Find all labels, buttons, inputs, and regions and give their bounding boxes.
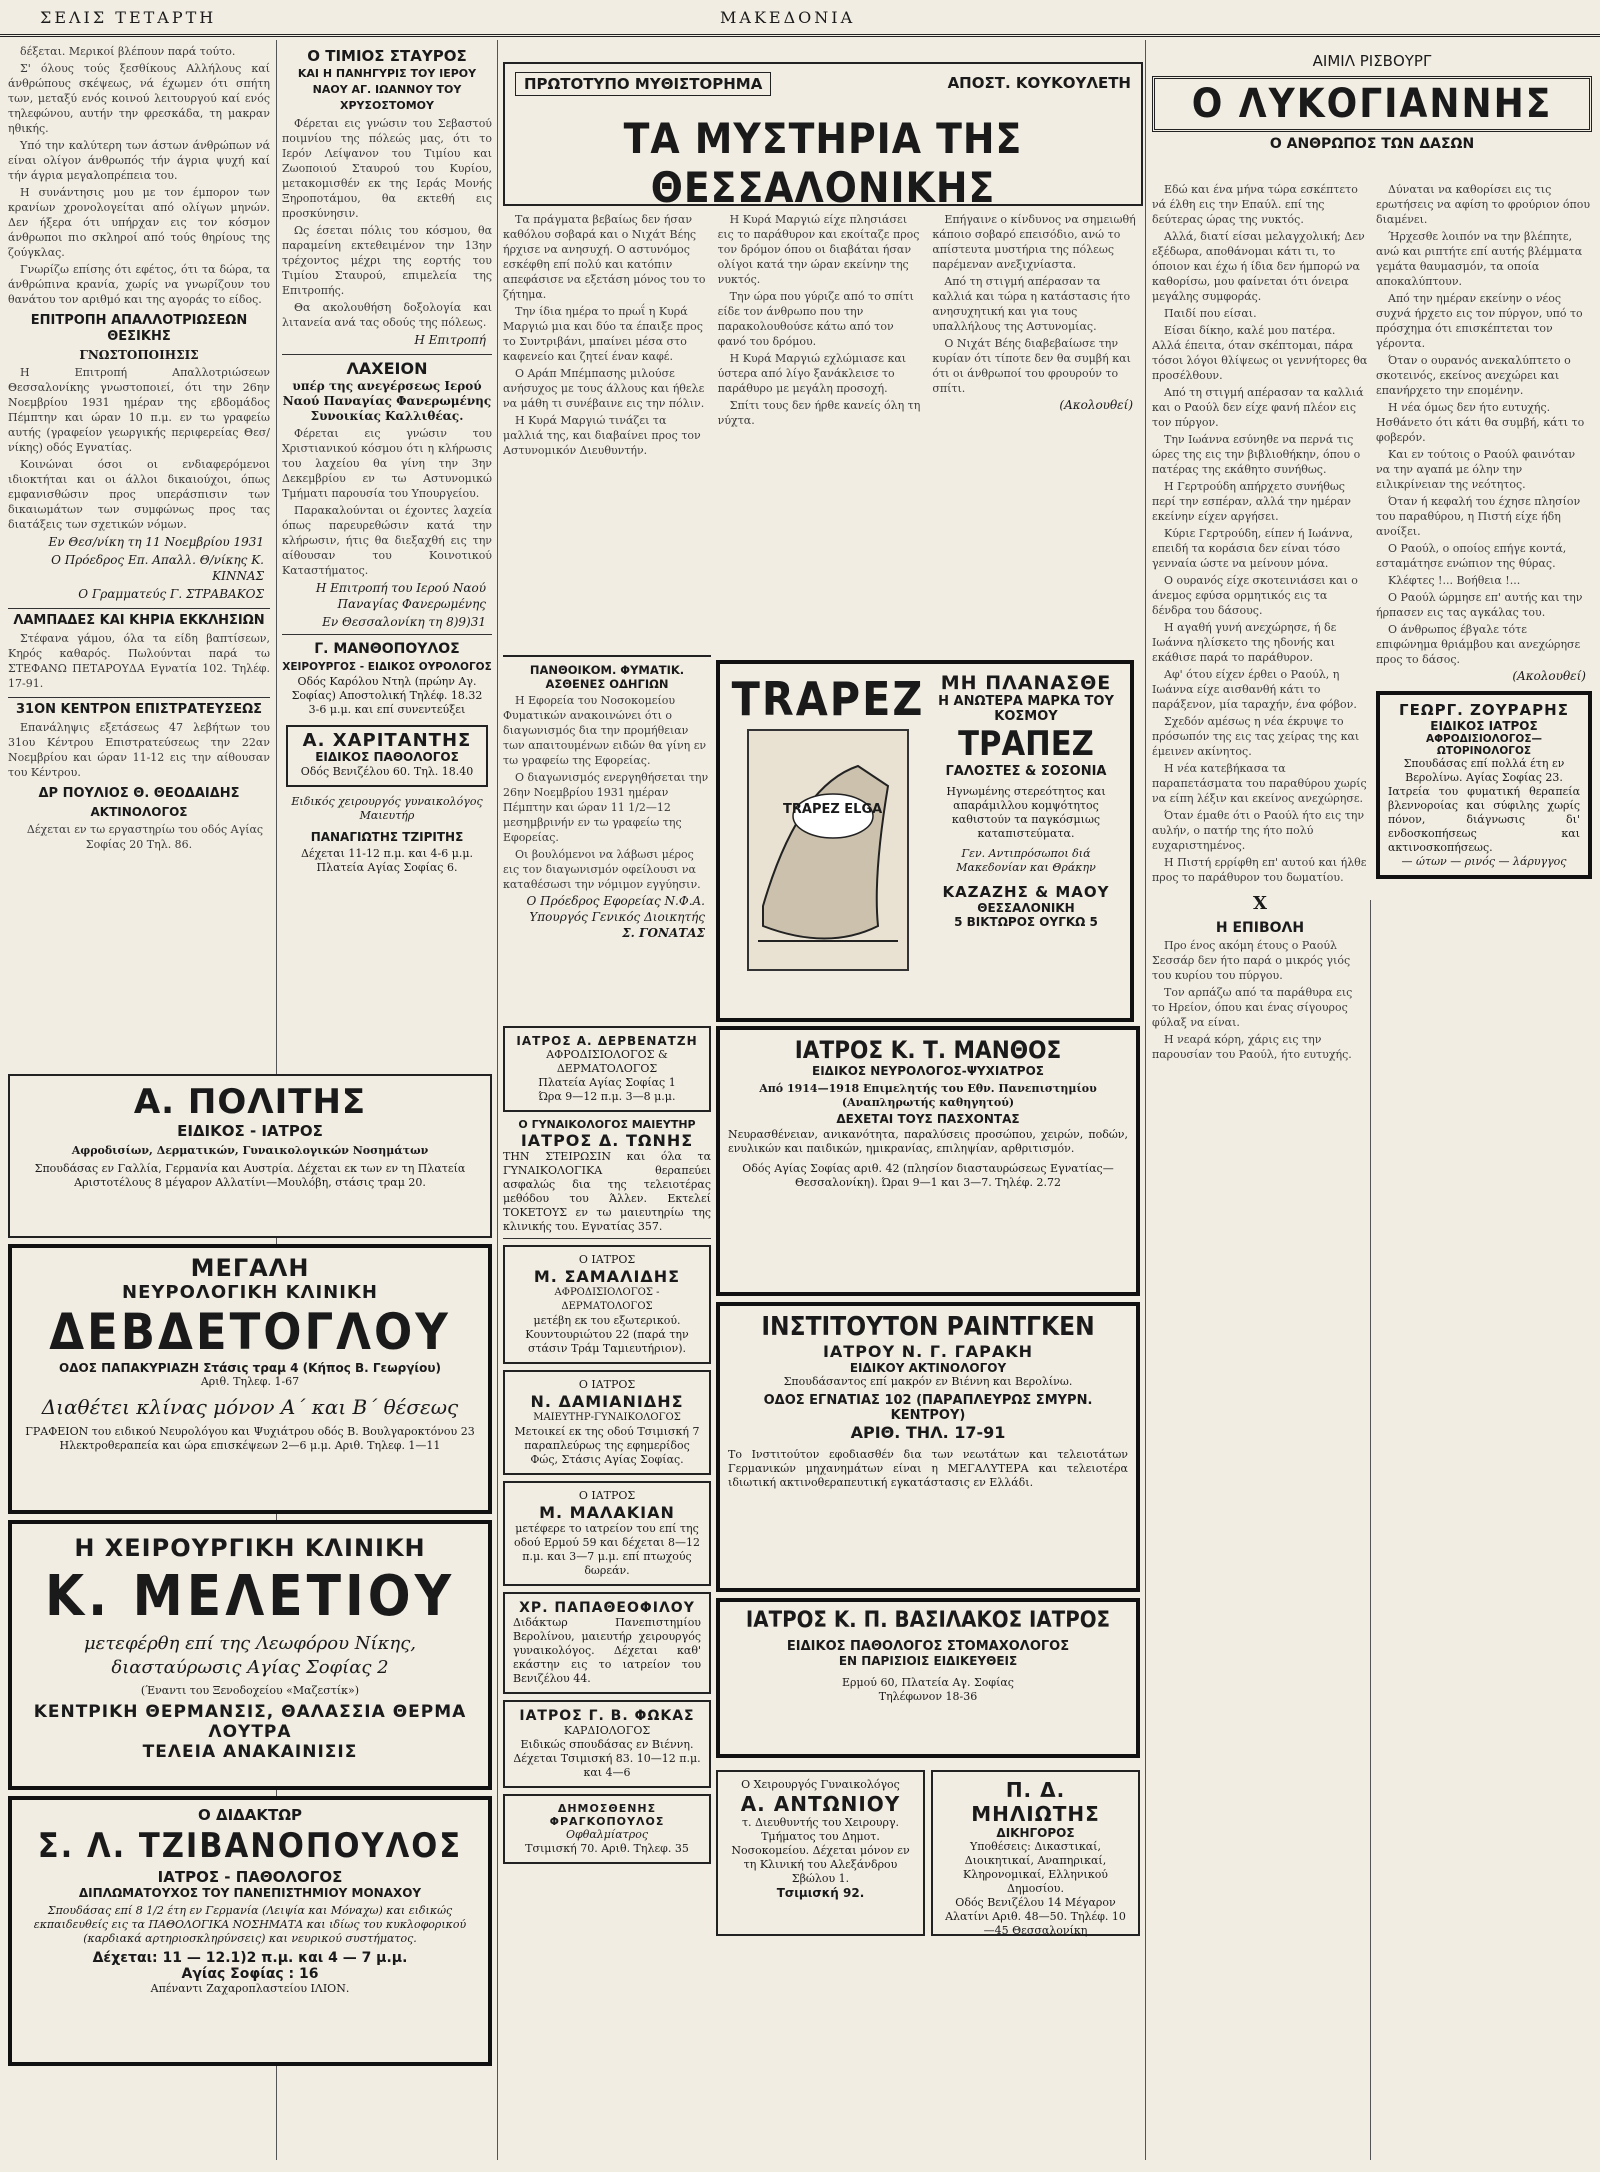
feature-col-3: Επήγαινε ο κίνδυνος να σημειωθή κάποιο σοβαρό επεισόδιο, ανώ το απίστευτα μυστήρια της πόλεως παρέμεναν ανεξιχνίαστα. Από τη στιγμή απέρασαν τα καλλιά και τώρα η κατάστασις ήτο ανησυχητική και για τους υπαλλήλους της Αστυνομίας. Ο Νιχάτ Βέης διαβεβαίωσε την κυρίαν ότι τίποτε δεν θα συμβή και ότι οι άνθρωποί του φρουρούν το σπίτι. (Ακολουθεί): [932, 210, 1139, 650]
mil-addr: Οδός Βενιζέλου 14 Μέγαρον Αλατίνι Αριθ. 48—50. Τηλέφ. 10—45 Θεσσαλονίκη: [945, 1896, 1126, 1937]
cross-subtitle: ΚΑΙ Η ΠΑΝΗΓΥΡΙΣ ΤΟΥ ΙΕΡΟΥ ΝΑΟΥ ΑΓ. ΙΩΑΝΝΟΥ ΤΟΥ ΧΡΥΣΟΣΤΟΜΟΥ: [297, 67, 477, 112]
lottery-title: ΛΑΧΕΙΟΝ: [282, 354, 492, 377]
ant-text: τ. Διευθυντής του Χειρουργ. Τμήματος του Δημοτ. Νοσοκομείου. Δέχεται μόνον εν τη Κλινική του Αλεξάνδρου Σβώλου 1.: [731, 1816, 910, 1885]
manthou-hours: 3-6 μ.μ. και επί συνεντεύξει: [308, 703, 466, 716]
samal-text: μετέβη εκ του εξωτερικού. Κουντουριώτου 22 (παρά την στάσιν Τράμ Ταμιευτήριον).: [525, 1314, 689, 1355]
derv-sub: ΑΦΡΟΔΙΣΙΟΛΟΓΟΣ & ΔΕΡΜΑΤΟΛΟΓΟΣ: [546, 1048, 668, 1075]
deve-hours: Ηλεκτροθεραπεία και ώρα επισκέψεων 2—6 μ.μ. Αριθ. Τηλεφ. 1—11: [59, 1439, 441, 1452]
novel-col-1: Εδώ και ένα μήνα τώρα εσκέπτετο νά έλθη εις την Επαύλ. επί της δεύτερας ώρας της νυκτός. Αλλά, διατί είσαι μελαγχολική; Δεν εξέδωρα, αποθάνομαι κάτι τι, το όποιον και έχω ή ίδια δεν ήμπορώ να καθορίσω, μου φαίνεται ότι όνειρα μεγάλης συμφοράς. Παιδί που είσαι. Είσαι δίκηο, καλέ μου πατέρα. Αλλά έπειτα, όταν σκέπτομαι, πάρα τόσοι λόγοι θλίψεως οι γεννήτορες θα προσέλθουν. Από τη στιγμή απέρασαν τα καλλιά και ο Ραούλ δεν είχε φανή πλέον εις τον πύργον. Την Ιωάννα εσύνηθε να περνά τις ώρες της εις την βιβλιοθήκην, όπου ο πατέρας της εκάθητο συνήθως. Η Γερτρούδη απήρχετο συνήθως περί την εσπέραν, αλλά την ημέραν εκείνην είχεν αργήσει. Κύριε Γερτρούδη, είπεν ή Ιωάννα, επειδή τα κοράσια δεν είναι τόσο γενναία ώστε να μείνουν μόνα. Ο ουρανός είχε σκοτεινιάσει και ο άνεμος εφύσα ορμητικός εις τα δένδρα του δάσους. Η αγαθή γυνή ανεχώρησε, ή δε Ιωάννα ηλίσκετο της ηδονής και εκάθισε παρά το παράθυρον. Αφ' ότου είχεν έρθει ο Ραούλ, η Ιωάννα είχε αισθανθή κάτι το παράξενον, μία ταραχήν, ένα φόβον. Σχεδόν αμέσως η νέα έκρυψε το πρόσωπόν της εις τας χείρας της και έμεινεν ακίνητος. Η νέα κατεβήκασα τα παραπετάσματα του παραθύρου χωρίς να είπη λέξιν και εκείνος ανεχώρησε. Όταν έμαθε ότι ο Ραούλ ήτο εις την αυλήν, ο πατήρ της ήτο πολύ ευχαριστημένος. Η Πιστή ερρίφθη επ' αυτού και ήλθε προς το παράθυρον του δωματίου. X Η ΕΠΙΒΟΛΗ Προ ένος ακόμη έτους ο Ραούλ Σεσσάρ δεν ήτο παρά ο μικρός γιός του κυρίου του πύργου. Τον αρπάζω από τα παράθυρα εις το Ηρείον, όπου και ένας σίγουρος φύλαξ να είναι. Η νεαρά κόρη, χάρις εις την παρουσίαν του Ραούλ, ήτο ευτυχής.: [1152, 183, 1368, 1061]
clinic-text: μετεφέρθη επί της Λεωφόρου Νίκης, διασταύρωσις Αγίας Σοφίας 2: [83, 1633, 417, 1678]
derv-title: ΙΑΤΡΟΣ Α. ΔΕΡΒΕΝΑΤΖΗ: [516, 1034, 698, 1048]
toni-top: Ο ΓΥΝΑΙΚΟΛΟΓΟΣ ΜΑΙΕΥΤΗΡ: [518, 1118, 696, 1131]
rad-text: Σπουδάσαντος επί μακρόν εν Βιέννη και Βερολίνω.: [783, 1375, 1073, 1388]
deve-sub: ΝΕΥΡΟΛΟΓΙΚΗ ΚΛΙΝΙΚΗ: [122, 1282, 378, 1303]
papatheofilou-ad: [503, 1592, 711, 1694]
sanatorium-text: Η Εφορεία του Νοσοκομείου Φυματικών ανακοινώνει ότι ο διαγωνισμός δια την προμήθειαν των απαιτουμένων ειδών θα γίνη εν τω γραφείω της Εφορείας.: [503, 694, 707, 767]
vas-title: ΙΑΤΡΟΣ Κ. Π. ΒΑΣΙΛΑΚΟΣ ΙΑΤΡΟΣ: [745, 1608, 1111, 1633]
rad-sub2: ΕΙΔΙΚΟΥ ΑΚΤΙΝΟΛΟΓΟΥ: [849, 1361, 1007, 1375]
manthos-line: Από 1914—1918 Επιμελητής του Εθν. Πανεπιστημίου (Αναπληρωτής καθηγητού): [759, 1082, 1097, 1109]
meletiou-ad: [8, 1520, 492, 1790]
toni-title: ΙΑΤΡΟΣ Δ. ΤΩΝΗΣ: [520, 1131, 694, 1150]
samalidis-ad: [503, 1245, 711, 1364]
sanatorium-minister: Υπουργός Γενικός Διοικητής: [529, 910, 705, 924]
novel-author: ΑΙΜΙΛ ΡΙΣΒΟΥΡΓ: [1312, 52, 1432, 70]
trapez-brand: ΤΡΑΠΕΖ: [958, 724, 1094, 764]
fokas-ad: [503, 1700, 711, 1788]
feature-author: ΑΠΟΣΤ. ΚΟΥΚΟΥΛΕΤΗ: [947, 74, 1131, 92]
deve-top: ΜΕΓΑΛΗ: [190, 1254, 310, 1282]
novel-col-2: Δύναται να καθορίσει εις τις ερωτήσεις να αφίση το φρούριον όπου διαμένει. Ήρχεσθε λοιπόν να την βλέπητε, ανώ και ριπτήτε επί αυτής βλέμματα γεμάτα θαυμασμόν, τα οποία αποκαλύπτουν. Από την ημέραν εκείνην ο νέος συχνά ήρχετο εις τον πύργον, υπό το πρόσχημα ότι επισκέπτεται τον γέροντα. Όταν ο ουρανός ανεκαλύπτετο ο σκοτεινός, εκείνος ανεχώρει και επανήρχετο την επομένην. Η νέα όμως δεν ήτο ευτυχής. Ησθάνετο ότι κάτι θα συμβή, κάτι το φοβερόν. Και εν τούτοις ο Ραούλ φαινόταν να την αγαπά με όλην την ειλικρίνειαν της νεότητος. Όταν ή κεφαλή του έχησε πλησίον του παραθύρου, η Πιστή είχε ήδη ανοίξει. Ο Ραούλ, ο οποίος επήγε κοντά, εσταμάτησε ενώπιον της θύρας. Κλέφτες !... Βοήθεια !... Ο Ραούλ ώρμησε επ' αυτής και την ήρπασεν εις τας αγκάλας του. Ο άνθρωπος έβγαλε τότε επιφώνημα θριάμβου και ανεχώρησε προς το δάσος. (Ακολουθεί) ΓΕΩΡΓ. ΖΟΥΡΑΡΗΣ ΕΙΔΙΚΟΣ ΙΑΤΡΟΣ ΑΦΡΟΔΙΣΙΟΛΟΓΟΣ—ΩΤΟΡΙΝΟΛΟΓΟΣ Σπουδάσας επί πολλά έτη εν Βερολίνω. Αγίας Σοφίας 23. Ιατρεία του φυματική θεραπεία βλεννοροίας και σύφιλης χωρίς πόνον, διάγνωσις δι' ενδοσκοπήσεως και ακτινοσκοπήσεως. — ώτων — ρινός — λάρυγγος: [1376, 180, 1592, 2164]
deve-address: ΟΔΟΣ ΠΑΠΑΚΥΡΙΑΖΗ Στάσις τραμ 4 (Κήπος Β. Γεωργίου): [59, 1361, 441, 1375]
politis-subtitle: ΕΙΔΙΚΟΣ - ΙΑΤΡΟΣ: [177, 1122, 323, 1140]
zour-title: ΓΕΩΡΓ. ΖΟΥΡΑΡΗΣ: [1399, 701, 1569, 719]
mal-title: Μ. ΜΑΛΑΚΙΑΝ: [539, 1503, 675, 1522]
trapez-illustration: [728, 672, 928, 1012]
novel-body-a: Εδώ και ένα μήνα τώρα εσκέπτετο νά έλθη εις την Επαύλ. επί της δεύτερας ώρας της νυκτός.: [1152, 183, 1358, 226]
sanatorium-sign: Ο Πρόεδρος Εφορείας Ν.Φ.Α.: [526, 894, 705, 908]
column-rule: [1145, 40, 1146, 2160]
committee-subtitle: ΓΝΩΣΤΟΠΟΙΗΣΙΣ: [79, 348, 199, 362]
mil-sub: ΔΙΚΗΓΟΡΟΣ: [996, 1826, 1075, 1840]
fokas-title: ΙΑΤΡΟΣ Γ. Β. ΦΩΚΑΣ: [519, 1708, 695, 1724]
novel-body: [1152, 180, 1592, 2164]
vas-sub2: ΕΝ ΠΑΡΙΣΙΟΙΣ ΕΙΔΙΚΕΥΘΕΙΣ: [838, 1654, 1018, 1668]
trapez-rep-name: ΚΑΖΑΖΗΣ & ΜΑΟΥ: [942, 883, 1110, 901]
politis-line: Αφροδισίων, Δερματικών, Γυναικολογικών Νοσημάτων: [71, 1144, 429, 1157]
rad-desc: Το Ινστιτούτον εφοδιασθέν δια των νεωτάτων και τελειοτάτων Γερμανικών μηχανημάτων είναι η ΜΕΓΑΛΥΤΕΡΑ και τελειοτέρα ιδιωτική ακτινοθεραπευτική εγκατάστασις εν Ελλάδι.: [728, 1448, 1128, 1489]
tziv-note: Απέναντι Ζαχαροπλαστείου ΙΛΙΟΝ.: [150, 1982, 350, 1995]
trapez-ad: [716, 660, 1134, 1022]
tziv-sub: ΙΑΤΡΟΣ - ΠΑΘΟΛΟΓΟΣ: [157, 1868, 343, 1886]
mal-top: Ο ΙΑΤΡΟΣ: [578, 1489, 636, 1502]
tziv-title: Σ. Λ. ΤΖΙΒΑΝΟΠΟΥΛΟΣ: [37, 1826, 463, 1866]
deve-phone: Αριθ. Τηλεφ. 1-67: [200, 1375, 300, 1388]
trapez-rep: Γεν. Αντιπρόσωποι διά Μακεδονίαν και Θράκην: [956, 847, 1096, 874]
raintgken-ad: [716, 1302, 1140, 1592]
committee-title: ΕΠΙΤΡΟΠΗ ΑΠΑΛΛΟΤΡΙΩΣΕΩΝ ΘΕΣΙΚΗΣ: [30, 313, 248, 344]
novel-subtitle: Ο ΑΝΘΡΩΠΟΣ ΤΩΝ ΔΑΣΩΝ: [1269, 136, 1475, 152]
committee-secretary: Ο Γραμματεύς Γ. ΣΤΡΑΒΑΚΟΣ: [78, 587, 264, 601]
deve-title: ΔΕΒΔΕΤΟΓΛΟΥ: [49, 1303, 451, 1361]
dam-text: Μετοικεί εκ της οδού Τσιμισκή 7 παραπλεύρως της εφημερίδος Φώς, Στάσις Αγίας Σοφίας.: [514, 1425, 700, 1466]
charit-text: Οδός Βενιζέλου 60. Τηλ. 18.40: [300, 765, 474, 778]
politis-ad: [8, 1074, 492, 1238]
committee-signature: Ο Πρόεδρος Επ. Απαλλ. Θ/νίκης Κ. ΚΙΝΝΑΣ: [51, 553, 264, 583]
page-header: [0, 0, 1600, 37]
feature-col-1: Τα πράγματα βεβαίως δεν ήσαν καθόλου σοβαρά και ο Νιχάτ Βέης ήρχισε να ανησυχή. Ο αστυνόμος εσκέφθη επί πολύ και κατόπιν απεφάσισε να εξετάση μόνος του το ζήτημα. Την ίδια ημέρα το πρωΐ η Κυρά Μαργιώ μια και δύο τα έπαιξε προς το Συντριβάνι, μπαίνει μέσα στο καφενείο και ζητεί έναν καφέ. Ο Αράπ Μπέμπασης μιλούσε ανήσυχος με τους άλλους και ήθελε να μάθη τι συνέβαινε εις την πόλιν. Η Κυρά Μαργιώ τινάζει τα μαλλιά της, και διαβαίνει προς τον Αστυνομικόν Διευθυντήν.: [503, 210, 710, 650]
ant-title: Α. ΑΝΤΩΝΙΟΥ: [740, 1792, 901, 1816]
chapter-number: X: [1253, 893, 1267, 914]
samal-top: Ο ΙΑΤΡΟΣ: [578, 1253, 636, 1266]
toni-ad: [503, 1118, 711, 1239]
deve-beds: Διαθέτει κλίνας μόνον Α΄ και Β΄ θέσεως: [41, 1395, 459, 1419]
mal-text: μετέφερε το ιατρείον του επί της οδού Ερμού 59 και δέχεται 8—12 π.μ. και 3—7 μ.μ. επί πτωχούς δωρεάν.: [513, 1522, 701, 1577]
manthos-title: ΙΑΤΡΟΣ Κ. Τ. ΜΑΝΘΟΣ: [794, 1036, 1062, 1064]
manthos-addr: Οδός Αγίας Σοφίας αριθ. 42 (πλησίον διασταυρώσεως Εγνατίας—Θεσσαλονίκη). Ώραι 9—1 και 3—7. Τηλέφ. 2.72: [742, 1162, 1114, 1189]
vas-addr: Ερμού 60, Πλατεία Αγ. Σοφίας: [842, 1676, 1014, 1689]
clinic-feature-2: ΤΕΛΕΙΑ ΑΝΑΚΑΙΝΙΣΙΣ: [142, 1742, 358, 1762]
right-mid-ads: [716, 1020, 1140, 2164]
dam-title: Ν. ΔΑΜΙΑΝΙΔΗΣ: [530, 1392, 684, 1411]
dam-top: Ο ΙΑΤΡΟΣ: [578, 1378, 636, 1391]
mid-ads-column: [503, 1020, 711, 2164]
feature-body-a: Τα πράγματα βεβαίως δεν ήσαν καθόλου σοβαρά και ο Νιχάτ Βέης ήρχισε να ανησυχή. Ο αστυνόμος εσκέφθη επί πολύ και κατόπιν απεφάσισε να εξετάση μόνος του το ζήτημα.: [503, 213, 706, 301]
trapez-tag-top: ΜΗ ΠΛΑΝΑΣΘΕ: [940, 672, 1112, 694]
charit-title: Α. ΧΑΡΙΤΑΝΤΗΣ: [302, 730, 472, 751]
feature-kicker: ΠΡΩΤΟΤΥΠΟ ΜΥΘΙΣΤΟΡΗΜΑ: [515, 72, 771, 96]
committee-date: Εν Θεσ/νίκη τη 11 Νοεμβρίου 1931: [48, 535, 264, 549]
sanatorium-notice: ΠΑΝΘΟΙΚΟΜ. ΦΥΜΑΤΙΚ. ΑΣΘΕΝΕΣ ΟΔΗΓΙΩΝ Η Εφορεία του Νοσοκομείου Φυματικών ανακοινώνει ότι ο διαγωνισμός δια την προμήθειαν των απαιτουμένων ειδών θα γίνη εν τω γραφείω της Εφορείας. Ο διαγωνισμός ενεργηθήσεται την 26ην Νοεμβρίου 1931 ημέραν Πέμπτην και ώραν 11 1/2—12 μεσημβρινήν εν τω γραφείω της Εφορείας. Οι βουλόμενοι να λάβωσι μέρος εις τον διαγωνισμόν οφείλουσι να καταθέσωσι την νόμιμον εγγύησιν. Ο Πρόεδρος Εφορείας Ν.Φ.Α. Υπουργός Γενικός Διοικητής Σ. ΓΟΝΑΤΑΣ: [503, 655, 711, 1017]
malakian-ad: [503, 1481, 711, 1586]
deve-office: ΓΡΑΦΕΙΟΝ του ειδικού Νευρολόγου και Ψυχιάτρου οδός Β. Βουλγαροκτόνου 23: [25, 1425, 475, 1438]
tziv-text: Σπουδάσας επί 8 1/2 έτη εν Γερμανία (Λειψία και Μόναχω) και ειδικώς εκπαιδευθείς εις τα ΠΑΘΟΛΟΓΙΚΑ ΝΟΣΗΜΑΤΑ και ιδίως του κυκλοφορικού (καρδιακά αρτηριοσκληρύνσεις) και νευρικού συστήματος.: [33, 1904, 467, 1945]
tziv-address: Αγίας Σοφίας : 16: [181, 1966, 319, 1982]
cross-title: Ο ΤΙΜΙΟΣ ΣΤΑΥΡΟΣ: [307, 47, 467, 65]
novel-body-d: Προ ένος ακόμη έτους ο Ραούλ Σεσσάρ δεν ήτο παρά ο μικρός γιός του κυρίου του πύργου.: [1152, 939, 1351, 982]
novel-header: [1152, 52, 1592, 172]
feature-end: (Ακολουθεί): [1059, 398, 1134, 412]
feature-body-b: Η Κυρά Μαργιώ είχε πλησιάσει εις το παράθυρον και εκοίταζε προς τον δρόμον όπου οι διαβάται ήσαν ολίγοι κατά την ώραν εκείνην της νυκτός.: [717, 213, 920, 286]
feature-body-c: Επήγαινε ο κίνδυνος να σημειωθή κάποιο σοβαρό επεισόδιο, ανώ το απίστευτα μυστήρια της πόλεως παρέμεναν ανεξιχνίαστα.: [932, 213, 1136, 271]
zour-text: Σπουδάσας επί πολλά έτη εν Βερολίνω. Αγίας Σοφίας 23.: [1403, 757, 1565, 784]
manthos-line2: ΔΕΧΕΤΑΙ ΤΟΥΣ ΠΑΣΧΟΝΤΑΣ: [836, 1112, 1020, 1126]
trapez-items: ΓΑΛΟΣΤΕΣ & ΣΟΣΟΝΙΑ: [945, 764, 1107, 779]
tziritis-subtitle: Ειδικός χειρουργός γυναικολόγος Μαιευτήρ: [291, 795, 483, 822]
column-rule: [497, 40, 498, 2160]
milioti-ad: [931, 1770, 1140, 1936]
fras-title: ΔΗΜΟΣΘΕΝΗΣ ΦΡΑΓΚΟΠΟΥΛΟΣ: [549, 1802, 665, 1828]
toni-text: ΤΗΝ ΣΤΕΙΡΩΣΙΝ και όλα τα ΓΥΝΑΙΚΟΛΟΓΙΚΑ θεραπεύει ασφαλώς δια της τελειοτέρας μεθόδου του Άλλεν. Εκτελεί ΤΟΚΕΤΟΥΣ εν τω μαιευτηρίω της κλινικής του. Εγνατίας 357.: [503, 1150, 711, 1233]
trapez-copy: [932, 672, 1120, 929]
novel-title: Ο ΛΥΚΟΓΙΑΝΝΗΣ: [1152, 76, 1592, 132]
politis-title: Α. ΠΟΛΙΤΗΣ: [133, 1082, 367, 1122]
zour-sub2: ΑΦΡΟΔΙΣΙΟΛΟΓΟΣ—ΩΤΟΡΙΝΟΛΟΓΟΣ: [1425, 733, 1543, 757]
clinic-feature-1: ΚΕΝΤΡΙΚΗ ΘΕΡΜΑΝΣΙΣ, ΘΑΛΑΣΣΙΑ ΘΕΡΜΑ ΛΟΥΤΡΑ: [33, 1702, 467, 1742]
vasilakos-ad: [716, 1598, 1140, 1758]
novel-end: (Ακολουθεί): [1512, 669, 1586, 683]
trapez-rep-addr: 5 ΒΙΚΤΩΡΟΣ ΟΥΓΚΩ 5: [954, 915, 1098, 929]
trapez-rep-city: ΘΕΣΣΑΛΟΝΙΚΗ: [977, 901, 1075, 915]
column-2: Ο ΤΙΜΙΟΣ ΣΤΑΥΡΟΣ ΚΑΙ Η ΠΑΝΗΓΥΡΙΣ ΤΟΥ ΙΕΡΟΥ ΝΑΟΥ ΑΓ. ΙΩΑΝΝΟΥ ΤΟΥ ΧΡΥΣΟΣΤΟΜΟΥ Φέρεται εις γνώσιν του Σεβαστού ποιμνίου της πόλεώς μας, ότι το Ιερόν Λείψανον του Τιμίου και Ζωοποιού Σταυρού του Κυρίου, μετακομισθέν εκ της Ιεράς Μονής Ξηροποτάμου, θα εκτεθή εις προσκύνησιν. Ως έσεται πόλις του κόσμου, θα παραμείνη εκτεθειμένον την 13ην τρέχοντος μέχρι της εορτής του Τιμίου Σταυρού, επιμελεία της Επιτροπής. Θα ακολουθήση δοξολογία και λιτανεία ανά τας οδούς της πόλεως. Η Επιτροπή ΛΑΧΕΙΟΝ υπέρ της ανεγέρσεως Ιερού Ναού Παναγίας Φανερωμένης Συνοικίας Καλλιθέας. Φέρεται εις γνώσιν του Χριστιανικού κόσμου ότι η κλήρωσις του λαχείου θα γίνη την 3ην Δεκεμβρίου εν τω Αστυνομικώ Τμήματι παρουσία του Υπουργείου. Παρακαλούνται οι έχοντες λαχεία όπως παρευρεθώσιν κατά την κλήρωσιν, ήτις θα διεξαχθή εις την αίθουσαν του Κοινοτικού Καταστήματος. Η Επιτροπή του Ιερού Ναού Παναγίας Φανερωμένης Εν Θεσσαλονίκη τη 8)9)31 Γ. ΜΑΝΘΟΠΟΥΛΟΣ ΧΕΙΡΟΥΡΓΟΣ - ΕΙΔΙΚΟΣ ΟΥΡΟΛΟΓΟΣ Οδός Καρόλου Ντηλ (πρώην Αγ. Σοφίας) Αποστολική Τηλέφ. 18.32 3-6 μ.μ. και επί συνεντεύξει Α. ΧΑΡΙΤΑΝΤΗΣ ΕΙΔΙΚΟΣ ΠΑΘΟΛΟΓΟΣ Οδός Βενιζέλου 60. Τηλ. 18.40 Ειδικός χειρουργός γυναικολόγος Μαιευτήρ ΠΑΝΑΓΙΩΤΗΣ ΤΖΙΡΙΤΗΣ Δέχεται 11-12 π.μ. και 4-6 μ.μ. Πλατεία Αγίας Σοφίας 6.: [282, 47, 492, 874]
clinic-note: (Έναντι του Ξενοδοχείου «Μαζεστίκ»): [140, 1684, 360, 1697]
zour-desc: Ιατρεία του φυματική θεραπεία βλεννοροίας και σύφιλης χωρίς πόνον, διάγνωσις δι' ενδοσκοπήσεως και ακτινοσκοπήσεως.: [1388, 785, 1580, 854]
rad-phone: ΑΡΙΘ. ΤΗΛ. 17-91: [850, 1423, 1006, 1442]
vas-phone: Τηλέφωνον 18-36: [878, 1690, 978, 1703]
manthou-text: Οδός Καρόλου Ντηλ (πρώην Αγ. Σοφίας) Αποστολική Τηλέφ. 18.32: [291, 675, 483, 702]
devetoglou-ad: [8, 1244, 492, 1514]
zourari-ad: [1376, 691, 1592, 879]
rad-addr: ΟΔΟΣ ΕΓΝΑΤΙΑΣ 102 (ΠΑΡΑΠΛΕΥΡΩΣ ΣΜΥΡΝ. ΚΕΝΤΡΟΥ): [763, 1393, 1093, 1423]
clinic-top: Η ΧΕΙΡΟΥΡΓΙΚΗ ΚΛΙΝΙΚΗ: [74, 1534, 426, 1562]
charit-subtitle: ΕΙΔΙΚΟΣ ΠΑΘΟΛΟΓΟΣ: [315, 750, 459, 764]
feature-header: [503, 62, 1143, 212]
feature-col-2: Η Κυρά Μαργιώ είχε πλησιάσει εις το παράθυρον και εκοίταζε προς τον δρόμον όπου οι διαβάται ήσαν ολίγοι κατά την ώραν εκείνην της νυκτός. Την ώρα που γύριζε από το σπίτι είδε τον άνθρωπο που την παρακολουθούσε κάτω από τον φανό του δρόμου. Η Κυρά Μαργιώ εχλώμιασε και ύστερα από λίγο ξανάκλεισε το παράθυρο με μεγάλη προσοχή. Σπίτι τους δεν ήρθε κανείς όλη τη νύχτα.: [718, 210, 925, 650]
manthos-ad: [716, 1026, 1140, 1296]
manthos-text: Νευρασθένειαν, ανικανότητα, παραλύσεις προσώπου, χειρών, ποδών, ενυλικών και παιδικών, ημικρανίας, επιληψίαν, αρθριτισμόν.: [728, 1128, 1128, 1155]
mil-text: Υποθέσεις: Δικαστικαί, Διοικητικαί, Αναπηρικαί, Κληρονομικαί, Ελληνικού Δημοσίου.: [963, 1840, 1108, 1895]
fras-text: Τσιμισκή 70. Αριθ. Τηλεφ. 35: [525, 1842, 689, 1855]
lottery-signature: Η Επιτροπή του Ιερού Ναού Παναγίας Φανερωμένης: [315, 581, 486, 611]
fokas-sub: ΚΑΡΔΙΟΛΟΓΟΣ: [563, 1724, 651, 1737]
manthou-subtitle: ΧΕΙΡΟΥΡΓΟΣ - ΕΙΔΙΚΟΣ ΟΥΡΟΛΟΓΟΣ: [282, 661, 492, 673]
trapez-shoe-icon: [738, 726, 918, 976]
sanatorium-name: Σ. ΓΟΝΑΤΑΣ: [622, 926, 705, 940]
trapez-tag-sub: Η ΑΝΩΤΕΡΑ ΜΑΡΚΑ ΤΟΥ ΚΟΣΜΟΥ: [938, 694, 1114, 724]
novel-body-b: Ήρχεσθε λοιπόν να την βλέπητε, ανώ και ριπτήτε επί αυτής βλέμματα γεμάτα θαυμασμόν, τα οποία αποκαλύπτουν.: [1376, 230, 1583, 288]
column-1: δέξεται. Μερικοί βλέπουν παρά τούτο. Σ' όλους τούς ξεσθίκους Αλλήλους καί άνθρώπους σκέψεως, νά έχωμεν ότι σπήτη των, μεταξύ ενός κοινού λειτουργού καί ενός τηλεφώνου, αυτήν την φρεσκάδα, τη μακραν ηθικής. Υπό την καλύτερη των άστων άνθρώπων νά είναι ολίγον άνθρωπός τήν άγρια ψυχή καί τήν άγρια μεγαλοπρέπεια του. Η συνάντησις μου με τον έμπορον των κρανίων χρονολογείται από ολίγων μηνών. Δεν ήξερα ότι υπήρχαν εις τον κόσμον άνθρωποι πιο σκληροί από τούς θηρίους της ζούγκλας. Γνωρίζω επίσης ότι εφέτος, ότι τα δώρα, τα άνθρώπινα κρανία, χωρίς να γνωρίζουν του θανάτου τον αριθμό και της αγοράς το είδος. ΕΠΙΤΡΟΠΗ ΑΠΑΛΛΟΤΡΙΩΣΕΩΝ ΘΕΣΙΚΗΣ ΓΝΩΣΤΟΠΟΙΗΣΙΣ Η Επιτροπή Απαλλοτριώσεων Θεσσαλονίκης γνωστοποιεί, ότι την 26ην Νοεμβρίου 1931 ημέραν της εβδομάδος Πέμπτην και ώραν 10 π.μ. εν τω γραφείω αυτής (γραφείον γεωργικής περιφερείας Θεσ/νίκης) οδός Εγνατίας. Κοινώναι όσοι οι ενδιαφερόμενοι ιδιοκτήται και οι άλλοι δικαιούχοι, όπως εμφανισθώσιν προς υπεράσπισιν των δικαιωμάτων των συμφώνως προς τας διατάξεις των σχετικών νόμων. Εν Θεσ/νίκη τη 11 Νοεμβρίου 1931 Ο Πρόεδρος Επ. Απαλλ. Θ/νίκης Κ. ΚΙΝΝΑΣ Ο Γραμματεύς Γ. ΣΤΡΑΒΑΚΟΣ ΛΑΜΠΑΔΕΣ ΚΑΙ ΚΗΡΙΑ ΕΚΚΛΗΣΙΩΝ Στέφανα γάμου, όλα τα είδη βαπτίσεων, Κηρός καθαρός. Πωλούνται παρά τω ΣΤΕΦΑΝΩ ΠΕΤΑΡΟΥΔΑ Εγνατία 102. Τηλέφ. 17-91. 31ΟΝ ΚΕΝΤΡΟΝ ΕΠΙΣΤΡΑΤΕΥΣΕΩΣ Επανάληψις εξετάσεως 47 λεβήτων του 31ου Κέντρου Επιστρατεύσεως την 22αν Νοεμβρίου και ώραν 11-12 εις την αίθουσαν του Κέντρου. ΔΡ ΠΟΥΛΙΟΣ Θ. ΘΕΟΔΑΙΔΗΣ ΑΚΤΙΝΟΛΟΓΟΣ Δέχεται εν τω εργαστηρίω του οδός Αγίας Σοφίας 20 Τηλ. 86.: [8, 45, 270, 851]
zour-sign: — ώτων — ρινός — λάρυγγος: [1401, 855, 1567, 868]
tziritis-title: ΠΑΝΑΓΙΩΤΗΣ ΤΖΙΡΙΤΗΣ: [310, 830, 464, 844]
trapez-title: TRAPEZ: [731, 672, 925, 726]
clinic-title: Κ. ΜΕΛΕΤΙΟΥ: [44, 1564, 456, 1629]
ant-addr: Τσιμισκή 92.: [776, 1886, 865, 1900]
samal-title: Μ. ΣΑΜΑΛΙΔΗΣ: [533, 1267, 681, 1286]
cross-signature: Η Επιτροπή: [414, 333, 486, 347]
left-ads-block: [8, 1068, 492, 2164]
pap-text: Διδάκτωρ Πανεπιστημίου Βερολίνου, μαιευτήρ χειρουργός γυναικολόγος. Δέχεται καθ' εκάστην εις το ιατρείον του Βενιζέλου 44.: [513, 1616, 701, 1685]
tzivanopoulos-ad: [8, 1796, 492, 2066]
cross-text: Φέρεται εις γνώσιν του Σεβαστού ποιμνίου της πόλεώς μας, ότι το Ιερόν Λείψανον του Τιμίου και Ζωοποιού Σταυρού του Κυρίου, μετακομισθέν εκ της Ιεράς Μονής Ξηροποτάμου, θα εκτεθή εις προσκύνησιν.: [282, 117, 492, 220]
vas-sub: ΕΙΔΙΚΟΣ ΠΑΘΟΛΟΓΟΣ ΣΤΟΜΑΧΟΛΟΓΟΣ: [786, 1639, 1070, 1654]
manthou-title: Γ. ΜΑΝΘΟΠΟΥΛΟΣ: [314, 641, 460, 657]
tziv-hours: Δέχεται: 11 — 12.1)2 π.μ. και 4 — 7 μ.μ.: [92, 1950, 408, 1966]
samal-sub: ΑΦΡΟΔΙΣΙΟΛΟΓΟΣ - ΔΕΡΜΑΤΟΛΟΓΟΣ: [554, 1287, 660, 1312]
doctor-text: Δέχεται εν τω εργαστηρίω του οδός Αγίας Σοφίας 20 Τηλ. 86.: [26, 823, 264, 851]
novel-body-c: Η νέα κατεβήκασα τα παραπετάσματα του παραθύρου χωρίς να είπη λέξιν και εκείνος ανεχώρησε.: [1152, 762, 1367, 805]
reinforce-title: 31ΟΝ ΚΕΝΤΡΟΝ ΕΠΙΣΤΡΑΤΕΥΣΕΩΣ: [8, 697, 270, 718]
pap-title: ΧΡ. ΠΑΠΑΘΕΟΦΙΛΟΥ: [519, 1600, 695, 1616]
lottery-subtitle: υπέρ της ανεγέρσεως Ιερού Ναού Παναγίας Φανερωμένης Συνοικίας Καλλιθέας.: [282, 379, 492, 423]
fokas-text: Ειδικώς σπουδάσας εν Βιέννη. Δέχεται Τσιμισκή 83. 10—12 π.μ. και 4—6: [513, 1738, 701, 1779]
antoniou-ad: [716, 1770, 925, 1936]
ant-top: Ο Χειρουργός Γυναικολόγος: [741, 1778, 900, 1791]
rad-sub: ΙΑΤΡΟΥ Ν. Γ. ΓΑΡΑΚΗ: [822, 1342, 1034, 1361]
dam-sub: ΜΑΙΕΥΤΗΡ-ΓΥΝΑΙΚΟΛΟΓΟΣ: [533, 1412, 681, 1423]
tziv-sub2: ΔΙΠΛΩΜΑΤΟΥΧΟΣ ΤΟΥ ΠΑΝΕΠΙΣΤΗΜΙΟΥ ΜΟΝΑΧΟΥ: [78, 1886, 422, 1900]
lamps-text: Στέφανα γάμου, όλα τα είδη βαπτίσεων, Κηρός καθαρός. Πωλούνται παρά τω ΣΤΕΦΑΝΩ ΠΕΤΑΡΟΥΔΑ Εγνατία 102. Τηλέφ. 17-91.: [8, 632, 270, 690]
reinforce-text: Επανάληψις εξετάσεως 47 λεβήτων του 31ου Κέντρου Επιστρατεύσεως την 22αν Νοεμβρίου και ώραν 11-12 εις την αίθουσαν του Κέντρου.: [8, 721, 270, 779]
feature-body: [503, 210, 1139, 650]
damianidis-ad: [503, 1370, 711, 1475]
lamps-title: ΛΑΜΠΑΔΕΣ ΚΑΙ ΚΗΡΙΑ ΕΚΚΛΗΣΙΩΝ: [8, 608, 270, 629]
mil-title: Π. Δ. ΜΗΛΙΩΤΗΣ: [971, 1778, 1100, 1826]
lottery-date: Εν Θεσσαλονίκη τη 8)9)31: [322, 615, 486, 629]
fras-sub: Οφθαλμίατρος: [566, 1828, 648, 1841]
intro-text: δέξεται. Μερικοί βλέπουν παρά τούτο.: [20, 45, 236, 58]
lottery-text: Φέρεται εις γνώσιν του Χριστιανικού κόσμου ότι η κλήρωσις του λαχείου θα γίνη την 3ην Δεκεμβρίου εν τω Αστυνομικώ Τμήματι παρουσία του Υπουργείου.: [282, 427, 492, 500]
doctor-subtitle: ΑΚΤΙΝΟΛΟΓΟΣ: [90, 805, 188, 819]
derv-text: Πλατεία Αγίας Σοφίας 1: [538, 1076, 676, 1089]
committee-text: Η Επιτροπή Απαλλοτριώσεων Θεσσαλονίκης γνωστοποιεί, ότι την 26ην Νοεμβρίου 1931 ημέραν της εβδομάδος Πέμπτην και ώραν 10 π.μ. εν τω γραφείω αυτής (γραφείον γεωργικής περιφερείας Θεσ/νίκης) οδός Εγνατίας.: [8, 366, 270, 454]
chapter-title: Η ΕΠΙΒΟΛΗ: [1215, 920, 1305, 936]
politis-text: Σπουδάσας εν Γαλλία, Γερμανία και Αυστρία. Δέχεται εκ των εν τη Πλατεία Αριστοτέλους 8 μέγαρον Αλλατίνι—Μουλόβη, στάσις τραμ 20.: [34, 1162, 466, 1189]
rad-title: ΙΝΣΤΙΤΟΥΤΟΝ ΡΑΙΝΤΓΚΕΝ: [761, 1312, 1095, 1342]
derv-hours: Ώρα 9—12 π.μ. 3—8 μ.μ.: [538, 1090, 676, 1103]
manthos-sub: ΕΙΔΙΚΟΣ ΝΕΥΡΟΛΟΓΟΣ-ΨΥΧΙΑΤΡΟΣ: [812, 1064, 1044, 1078]
fragkopoulos-ad: [503, 1794, 711, 1864]
tziritis-text: Δέχεται 11-12 π.μ. και 4-6 μ.μ. Πλατεία Αγίας Σοφίας 6.: [300, 847, 474, 874]
page-number: ΣΕΛΙΣ ΤΕΤΑΡΤΗ: [40, 8, 217, 27]
trapez-wordmark: TRAPEZ ELGA: [783, 802, 883, 817]
doctor-title: ΔΡ ΠΟΥΛΙΟΣ Θ. ΘΕΟΔΑΙΔΗΣ: [38, 786, 240, 801]
dervenatzi-ad: [503, 1026, 711, 1112]
trapez-desc: Ηγνωμένης στερεότητος και απαράμιλλου κομψότητος καθιστούν τα παγκόσμιως καταπιστεύματα.: [946, 785, 1106, 840]
newspaper-name: ΜΑΚΕΔΟΝΙΑ: [720, 8, 856, 27]
sanatorium-title: ΠΑΝΘΟΙΚΟΜ. ΦΥΜΑΤΙΚ. ΑΣΘΕΝΕΣ ΟΔΗΓΙΩΝ: [529, 663, 685, 691]
feature-title: ΤΑ ΜΥΣΤΗΡΙΑ ΤΗΣ ΘΕΣΣΑΛΟΝΙΚΗΣ: [623, 114, 1023, 212]
zour-sub: ΕΙΔΙΚΟΣ ΙΑΤΡΟΣ: [1430, 719, 1538, 733]
tziv-top: Ο ΔΙΔΑΚΤΩΡ: [198, 1806, 302, 1824]
